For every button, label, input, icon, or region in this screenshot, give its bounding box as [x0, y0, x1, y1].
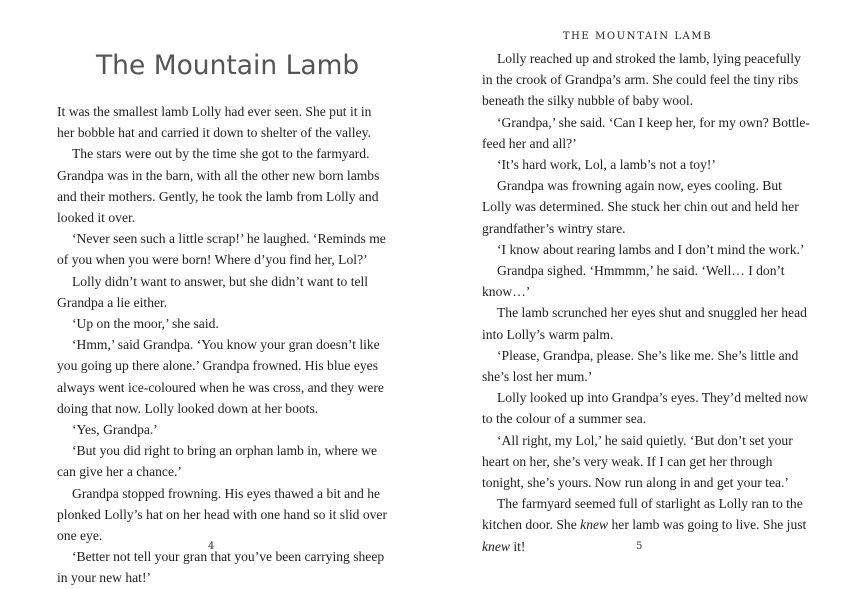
running-head: THE MOUNTAIN LAMB: [562, 31, 713, 42]
text-run: it!: [509, 538, 526, 554]
text-line: know…’: [482, 284, 531, 300]
text-line: The stars were out by the time she got to the farmyard.: [72, 146, 370, 162]
text-line: The farmyard seemed full of starlight as Lolly ran to the: [497, 496, 803, 512]
text-run: her lamb was going to live. She just: [608, 517, 807, 533]
text-line: ‘All right, my Lol,’ he said quietly. ‘But don’t set your: [497, 432, 793, 448]
text-line: [482, 514, 807, 535]
text-line: in the crook of Grandpa’s arm. She could feel the tiny ribs: [482, 72, 799, 88]
text-line: Lolly reached up and stroked the lamb, lying peacefully: [497, 51, 801, 66]
text-line: in your new hat!’: [57, 570, 151, 586]
text-line: ‘Never seen such a little scrap!’ he laughed. ‘Reminds me: [72, 231, 386, 247]
text-line: doing that now. Lolly looked down at her boots.: [57, 400, 319, 416]
text-line: [482, 536, 800, 557]
text-line: of you when you were born! Where d’you find her, Lol?’: [57, 252, 368, 268]
page-number-right: 5: [636, 541, 643, 552]
text-line: plonked Lolly’s hat on her head with one hand so it slid over: [57, 506, 387, 522]
text-line: looked it over.: [57, 210, 136, 226]
chapter-title: The Mountain Lamb: [96, 50, 360, 81]
text-line: one eye.: [57, 528, 103, 544]
text-line: Grandpa sighed. ‘Hmmmm,’ he said. ‘Well… I don’t: [497, 263, 785, 279]
left-page: [0, 0, 425, 586]
text-line: into Lolly’s warm palm.: [482, 326, 614, 342]
italic-text: knew: [580, 517, 609, 533]
left-page-text: [57, 101, 387, 589]
text-line: ‘Yes, Grandpa.’: [72, 422, 158, 438]
text-line: Grandpa was in the barn, with all the other new born lambs: [57, 167, 380, 183]
text-line: to the colour of a summer sea.: [482, 411, 647, 427]
text-line: Grandpa stopped frowning. His eyes thawed a bit and he: [72, 485, 381, 501]
right-page-text: [482, 48, 810, 557]
text-line: ‘I know about rearing lambs and I don’t mind the work.’: [497, 241, 805, 257]
text-line: Lolly didn’t want to answer, but she didn’t want to tell: [72, 273, 369, 289]
text-line: Grandpa a lie either.: [57, 294, 168, 310]
text-line: Grandpa was frowning again now, eyes cooling. But: [497, 178, 782, 194]
text-line: grandfather’s wintry stare.: [482, 220, 626, 236]
text-line: her bobble hat and carried it down to shelter of the valley.: [57, 125, 371, 141]
text-line: feed her and all?’: [482, 135, 577, 151]
text-line: ‘It’s hard work, Lol, a lamb’s not a toy!’: [497, 157, 716, 173]
text-run: kitchen door. She: [482, 517, 581, 533]
text-line: always went ice-coloured when he was cross, and they were: [57, 379, 384, 395]
text-line: heart on her, she’s very weak. If I can get her through: [482, 453, 773, 469]
page-number-left: 4: [208, 541, 215, 552]
text-line: beneath the silky nubble of baby wool.: [482, 93, 694, 109]
text-line: you going up there alone.’ Grandpa frowned. His blue eyes: [57, 358, 378, 374]
text-line: ‘Grandpa,’ she said. ‘Can I keep her, for my own? Bottle-: [497, 114, 810, 130]
text-line: ‘But you did right to bring an orphan lamb in, where we: [72, 443, 378, 459]
text-line: Lolly was determined. She stuck her chin out and held her: [482, 199, 799, 215]
text-line: ‘Better not tell your gran that you’ve been carrying sheep: [72, 549, 385, 565]
text-line: tonight, she’s yours. Now run along in and get your tea.’: [482, 475, 789, 491]
text-line: ‘Please, Grandpa, please. She’s like me. She’s little and: [497, 347, 799, 363]
text-line: ‘Hmm,’ said Grandpa. ‘You know your gran doesn’t like: [72, 337, 380, 353]
text-line: can give her a chance.’: [57, 464, 182, 480]
italic-text: knew: [482, 538, 510, 554]
text-line: she’s lost her mum.’: [482, 369, 593, 385]
text-line: It was the smallest lamb Lolly had ever seen. She put it in: [57, 104, 372, 119]
text-line: The lamb scrunched her eyes shut and snuggled her head: [497, 305, 807, 321]
text-line: Lolly looked up into Grandpa’s eyes. They’d melted now: [497, 390, 809, 406]
text-line: and their mothers. Gently, he took the lamb from Lolly and: [57, 188, 379, 204]
text-line: ‘Up on the moor,’ she said.: [72, 316, 219, 332]
